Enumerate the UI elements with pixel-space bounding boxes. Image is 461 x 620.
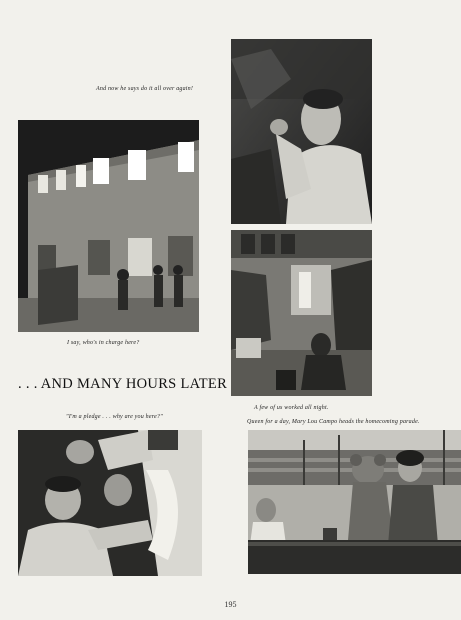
section-headline: . . . AND MANY HOURS LATER xyxy=(18,376,228,392)
caption-homecoming-queen: Queen for a day, Mary Lou Campo heads the homecoming parade. xyxy=(247,419,420,425)
caption-pledge: "I'm a pledge . . . why are you here?" xyxy=(66,414,163,420)
photo-building-night xyxy=(18,120,199,332)
caption-worked-all-night: A few of us worked all night. xyxy=(254,405,329,411)
page-number: 195 xyxy=(224,600,237,609)
photo-pledge xyxy=(18,430,202,576)
caption-do-it-again: And now he says do it all over again! xyxy=(96,86,194,92)
photo-man-shouting xyxy=(231,39,372,224)
photo-homecoming-queen xyxy=(248,430,461,574)
photo-worked-all-night xyxy=(231,230,372,396)
caption-in-charge: I say, who's in charge here? xyxy=(67,340,140,346)
